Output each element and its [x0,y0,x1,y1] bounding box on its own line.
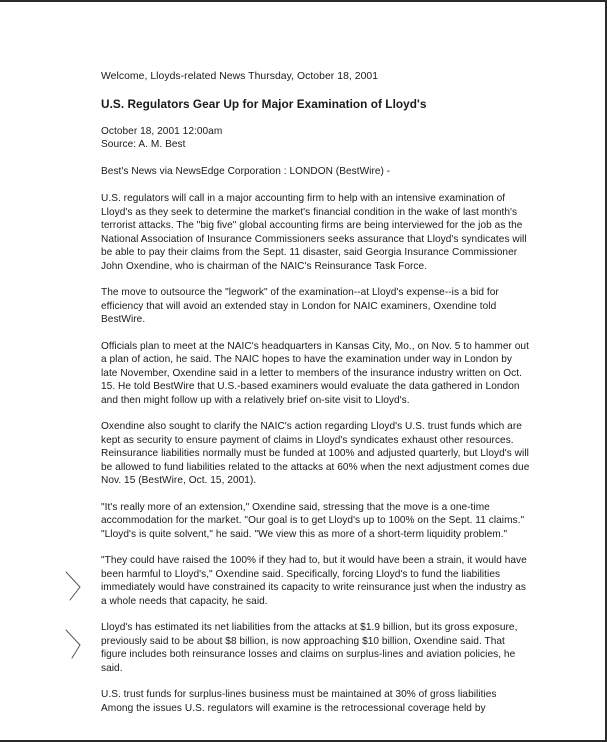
handwritten-check-mark-2 [66,630,80,658]
article-headline: U.S. Regulators Gear Up for Major Examination of Lloyd's [101,96,427,111]
paragraph-4: Oxendine also sought to clarify the NAIC's action regarding Lloyd's U.S. trust funds which are kept as security to ensure payment of claims in Lloyd's syndicates exhaust other resources. Reinsurance liabilities normally must be funded at 100% and adjusted quarterly, but Lloyd's will be allowed to fund liabilities related to the attacks at 60% when the next adjustment comes due Nov. 15 (BestWire, Oct. 15, 2001). [101,421,530,486]
welcome-header: Welcome, Lloyds-related News Thursday, October 18, 2001 [101,71,379,82]
paragraph-3: Officials plan to meet at the NAIC's headquarters in Kansas City, Mo., on Nov. 5 to hammer out a plan of action, he said. The NAIC hopes to have the examination under way in London by late November, Oxendine said in a letter to members of the insurance industry written on Oct. 15. He told BestWire that U.S.-based examiners would evaluate the data gathered in London and then might follow up with a relatively brief on-site visit to Lloyd's. [101,340,529,406]
paragraph-7: Lloyd's has estimated its net liabilities from the attacks at $1.9 billion, but its gross exposure, previously said to be about $8 billion, is now approaching $10 billion, Oxendine said. That figure includes both reinsurance losses and claims on surplus-lines and aviation policies, he said. [101,622,518,674]
wire-line: Best's News via NewsEdge Corporation : LONDON (BestWire) - [101,165,391,177]
article-dateline: October 18, 2001 12:00am [101,125,223,137]
article-source: Source: A. M. Best [101,139,186,150]
paragraph-5: "It's really more of an extension," Oxendine said, stressing that the move is a one-time accommodation for the market. "Our goal is to get Lloyd's up to 100% on the Sept. 11 claims." "Lloyd's is quite solvent," he said. "We view this as more of a short-term liquidity problem." [101,501,525,540]
paragraph-1: U.S. regulators will call in a major accounting firm to help with an intensive examination of Lloyd's as they seek to determine the market's financial condition in the wake of last month's terrorist attacks. The "big five" global accounting firms are being interviewed for the job as the National Association of Insurance Commissioners seeks assurance that Lloyd's syndicates will be able to pay their claims from the Sept. 11 disaster, said Georgia Insurance Commissioner John Oxendine, who is chairman of the NAIC's Reinsurance Task Force. [101,193,527,272]
handwritten-check-mark-1 [66,572,80,600]
paragraph-8: U.S. trust funds for surplus-lines business must be maintained at 30% of gross liabilities Among the issues U.S. regulators will examine is the retrocessional coverage held by [101,689,497,714]
scan-border-top [0,0,607,2]
paragraph-6: "They could have raised the 100% if they had to, but it would have been a strain, it would have been harmful to Lloyd's," Oxendine said. Specifically, forcing Lloyd's to fund the liabilities immediately would have constrained its capacity to write reinsurance just when the industry as a whole needs that capacity, he said. [101,555,527,607]
article-meta [101,125,531,152]
paragraph-2: The move to outsource the "legwork" of the examination--at Lloyd's expense--is a bid for efficiency that will avoid an extended stay in London for NAIC examiners, Oxendine told BestWire. [101,287,499,325]
document-page [101,70,531,728]
